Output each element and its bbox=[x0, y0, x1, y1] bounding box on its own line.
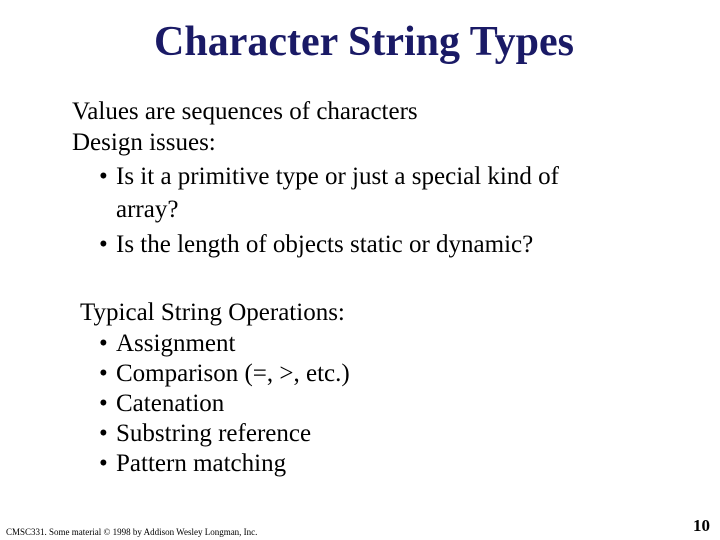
intro-line-values: Values are sequences of characters bbox=[72, 98, 418, 125]
design-issue-text: Is it a primitive type or just a special kind of bbox=[116, 163, 559, 190]
footer-credit: CMSC331. Some material © 1998 by Addison Wesley Longman, Inc. bbox=[6, 527, 258, 537]
slide-title: Character String Types bbox=[154, 19, 574, 65]
design-issue-text: Is the length of objects static or dynamic? bbox=[116, 231, 534, 258]
operation-item bbox=[99, 389, 224, 419]
design-issue-text: array? bbox=[116, 196, 179, 223]
bullet-icon: • bbox=[99, 450, 108, 477]
operation-item bbox=[99, 329, 235, 359]
design-issue-item bbox=[99, 195, 178, 225]
bullet-icon: • bbox=[99, 390, 108, 417]
design-issue-item bbox=[99, 162, 559, 192]
operation-item bbox=[99, 359, 350, 389]
bullet-icon: • bbox=[99, 330, 108, 357]
intro-line-design-issues: Design issues: bbox=[72, 129, 216, 156]
operations-heading: Typical String Operations: bbox=[80, 299, 345, 326]
bullet-icon: • bbox=[99, 231, 108, 258]
operation-item bbox=[99, 419, 311, 449]
bullet-icon: • bbox=[99, 420, 108, 447]
operation-text: Catenation bbox=[116, 390, 225, 417]
design-issue-item bbox=[99, 230, 533, 260]
operation-text: Substring reference bbox=[116, 420, 312, 447]
operation-text: Assignment bbox=[116, 330, 236, 357]
bullet-icon: • bbox=[99, 360, 108, 387]
operation-text: Pattern matching bbox=[116, 450, 287, 477]
bullet-icon: • bbox=[99, 163, 108, 190]
operation-text: Comparison (=, >, etc.) bbox=[116, 360, 350, 387]
operation-item bbox=[99, 449, 286, 479]
page-number: 10 bbox=[693, 516, 710, 535]
